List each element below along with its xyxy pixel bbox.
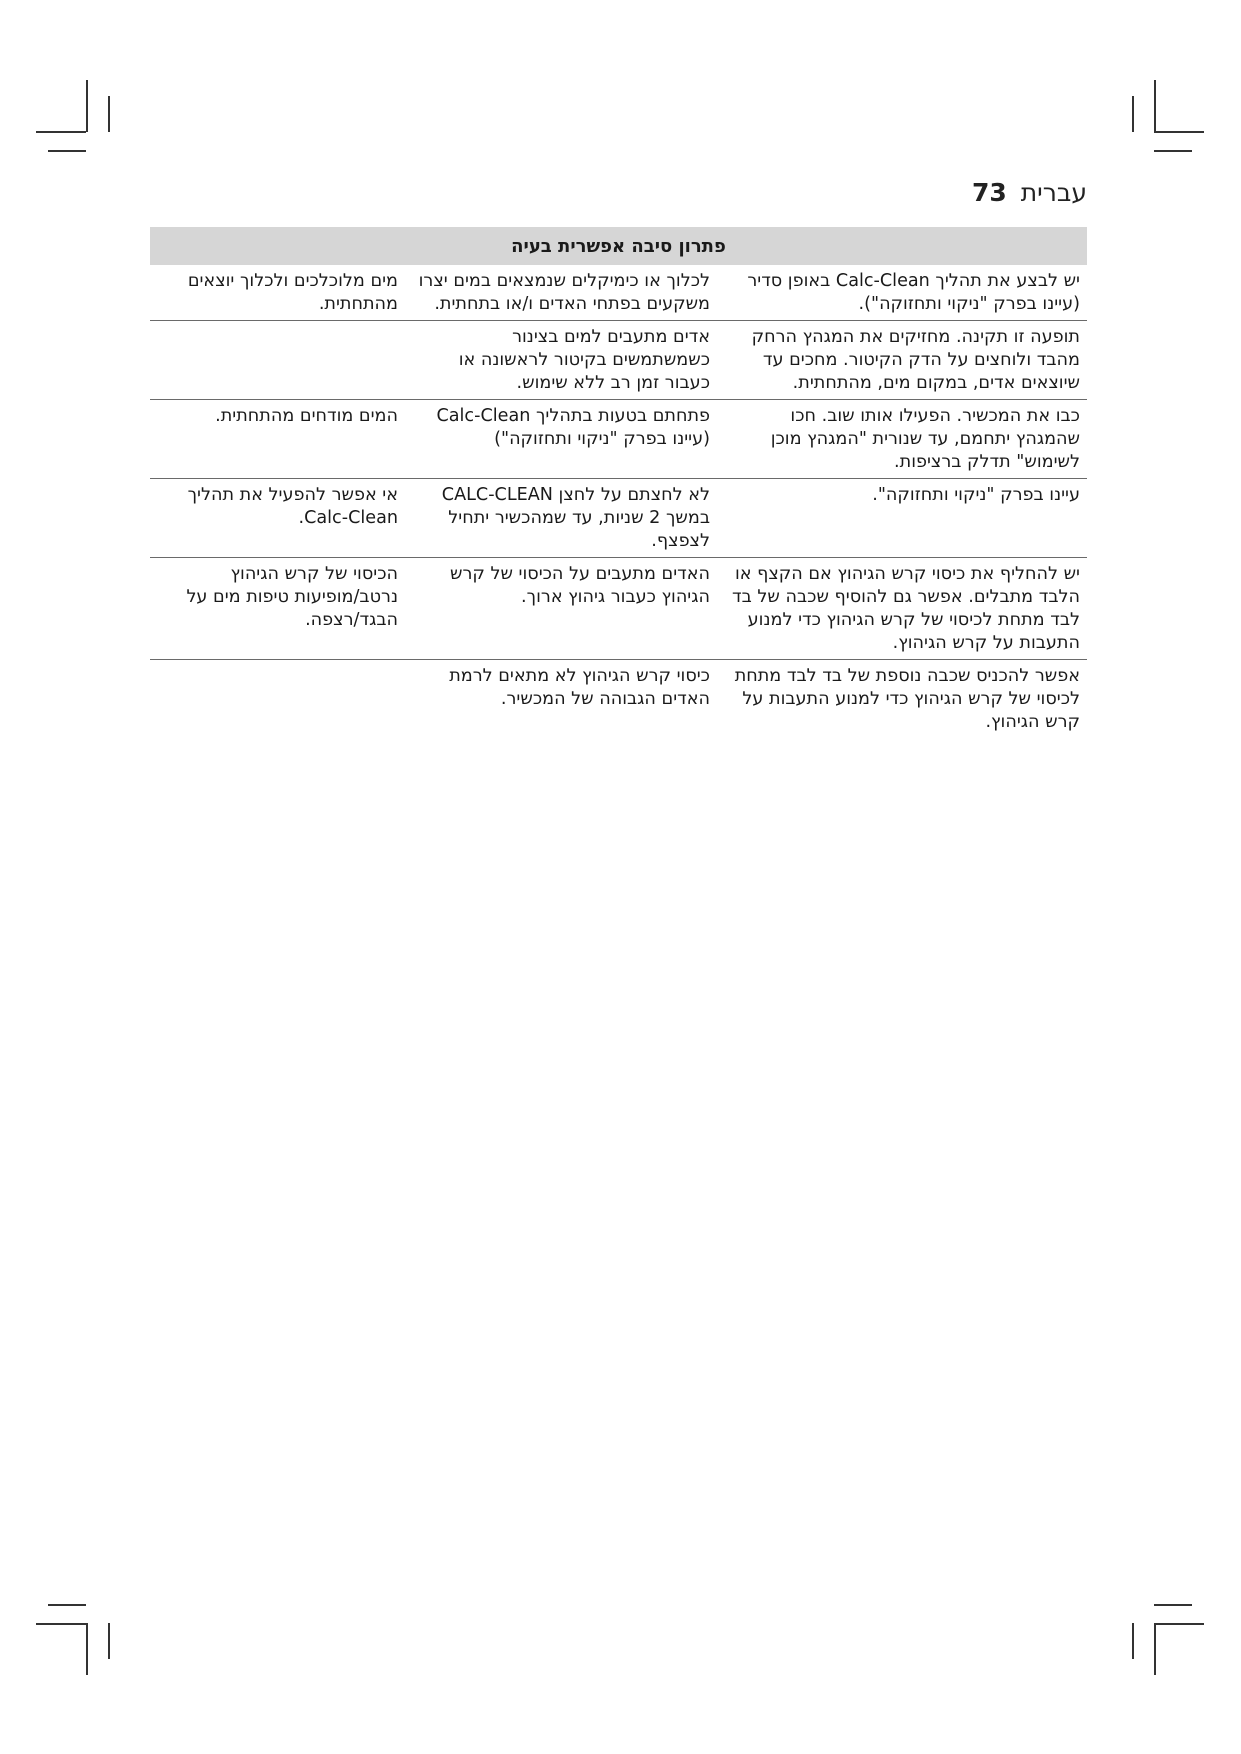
problem-cell: [150, 660, 405, 739]
problem-cell: המים מודחים מהתחתית.: [150, 400, 405, 479]
solution-cell: תופעה זו תקינה. מחזיקים את המגהץ הרחק מהבד ולוחצים על הדק הקיטור. מחכים עד שיוצאים אדים, במקום מים, מהתחתית.: [717, 321, 1087, 400]
cause-cell: האדים מתעבים על הכיסוי של קרש הגיהוץ כעבור גיהוץ ארוך.: [405, 558, 717, 660]
crop-mark: [108, 96, 110, 132]
table-row: [150, 400, 1087, 479]
crop-mark: [36, 1623, 86, 1625]
crop-mark: [1154, 150, 1192, 152]
table-row: [150, 558, 1087, 660]
problem-cell: אי אפשר להפעיל את תהליך Calc-Clean.: [150, 479, 405, 558]
cause-cell: כיסוי קרש הגיהוץ לא מתאים לרמת האדים הגבוהה של המכשיר.: [449, 666, 710, 709]
solution-cell: יש לבצע את תהליך Calc-Clean באופן סדיר (עיינו בפרק "ניקוי ותחזוקה").: [717, 265, 1087, 321]
solution-cell: עיינו בפרק "ניקוי ותחזוקה".: [717, 479, 1087, 558]
crop-mark: [1132, 96, 1134, 132]
cause-cell: לא לחצתם על לחצן CALC-CLEAN במשך 2 שניות, עד שמהכשיר יתחיל לצפצף.: [405, 479, 717, 558]
crop-mark: [1154, 1604, 1192, 1606]
table-row: [150, 660, 1087, 739]
problem-cell: [150, 321, 405, 400]
solution-cell: כבו את המכשיר. הפעילו אותו שוב. חכו שהמגהץ יתחמם, עד שנורית "המגהץ מוכן לשימוש" תדלק ברציפות.: [717, 400, 1087, 479]
page-language: עברית: [1020, 178, 1087, 207]
problem-cell: הכיסוי של קרש הגיהוץ נרטב/מופיעות טיפות מים על הבגד/רצפה.: [150, 558, 405, 660]
cause-cell: לכלוך או כימיקלים שנמצאים במים יצרו משקעים בפתחי האדים ו/או בתחתית.: [405, 265, 717, 321]
crop-mark: [48, 150, 86, 152]
crop-mark: [108, 1623, 110, 1659]
solution-cell: יש להחליף את כיסוי קרש הגיהוץ אם הקצף או הלבד מתבלים. אפשר גם להוסיף שכבה של בד לבד מתחת לכיסוי של קרש הגיהוץ כדי למנוע התעבות על קרש הגיהוץ.: [717, 558, 1087, 660]
table-row: [150, 265, 1087, 321]
crop-mark: [36, 131, 86, 133]
crop-mark: [1154, 131, 1204, 133]
table-row: [150, 479, 1087, 558]
table-row: [150, 321, 1087, 400]
cause-cell: פתחתם בטעות בתהליך Calc-Clean (עיינו בפרק "ניקוי ותחזוקה"): [405, 400, 717, 479]
crop-mark: [1154, 1623, 1156, 1675]
table-header-row: [150, 227, 1087, 265]
solution-cell: אפשר להכניס שכבה נוספת של בד לבד מתחת לכיסוי של קרש הגיהוץ כדי למנוע התעבות על קרש הגיהוץ.: [734, 666, 1080, 732]
table-header: פתרון סיבה אפשרית בעיה: [150, 227, 1087, 265]
crop-mark: [1132, 1623, 1134, 1659]
crop-mark: [1154, 80, 1156, 132]
page-header: [955, 178, 1087, 207]
problem-cell: מים מלוכלכים ולכלוך יוצאים מהתחתית.: [150, 265, 405, 321]
cause-cell: אדים מתעבים למים בצינור כשמשתמשים בקיטור לראשונה או כעבור זמן רב ללא שימוש.: [405, 321, 717, 400]
crop-mark: [86, 80, 88, 132]
troubleshooting-table: [150, 227, 1087, 738]
crop-mark: [1154, 1623, 1204, 1625]
crop-mark: [86, 1623, 88, 1675]
crop-mark: [48, 1604, 86, 1606]
page-number: 73: [971, 178, 1007, 207]
